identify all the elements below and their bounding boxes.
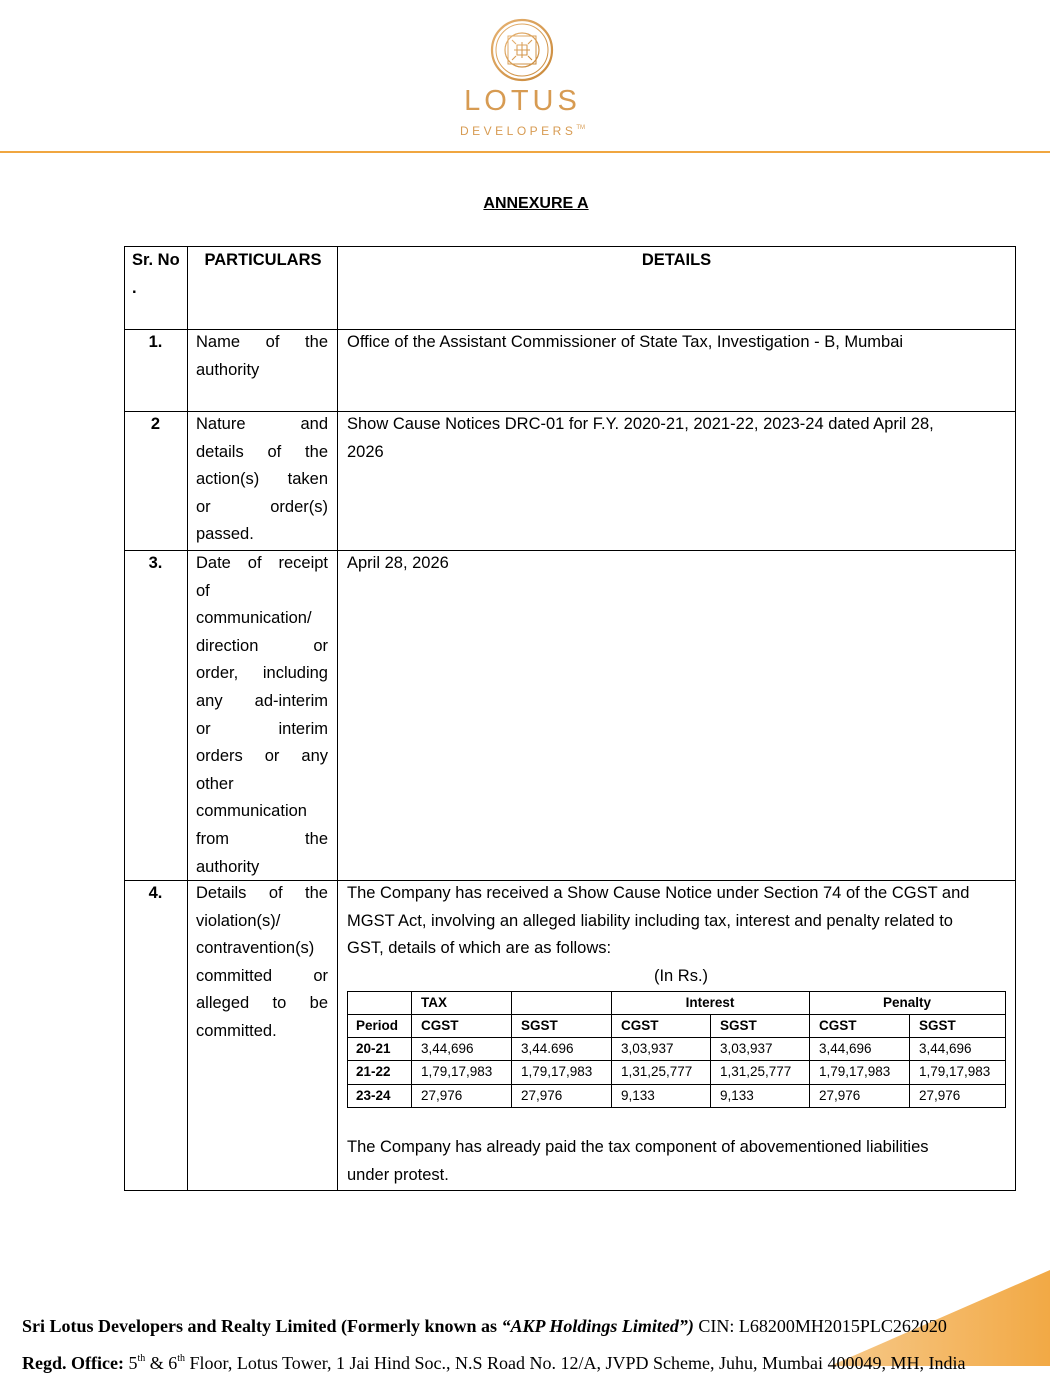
particulars-line: Details of the [196,884,328,902]
amount-cell: 3,44,696 [919,1041,972,1056]
amount-cell: 1,31,25,777 [621,1064,693,1079]
particulars-line: of [196,581,210,600]
amount-cell: 1,79,17,983 [819,1064,891,1079]
period-cell: 20-21 [356,1041,391,1056]
footer-sup-a: th [137,1353,146,1364]
amount-cell: 9,133 [621,1088,655,1103]
details-line: 2026 [347,442,384,461]
row-4-details-intro [347,880,1015,963]
particulars-line: communication/ [196,609,312,628]
particulars-line: committed or [196,966,328,985]
row-3-details: April 28, 2026 [347,554,449,572]
particulars-line: Nature and [196,415,328,433]
footer-address-line [22,1353,966,1374]
particulars-line: details of the [196,442,328,461]
column-header-cgst: CGST [421,1018,459,1033]
column-header-cgst: CGST [621,1018,659,1033]
header-sr-no [132,247,180,302]
tax-table-rule [1005,991,1006,1014]
row-4-sr-no: 4. [148,884,163,902]
amount-cell: 3,44,696 [819,1041,872,1056]
amount-cell: 3,03,937 [621,1041,674,1056]
row-2-particulars [196,411,328,549]
amount-cell: 27,976 [819,1088,861,1103]
particulars-line: Date of receipt [196,554,328,572]
details-line: The Company has already paid the tax component of abovementioned liabilities [347,1138,929,1156]
column-header-sgst: SGST [521,1018,558,1033]
row-1-particulars [196,329,328,384]
tax-table-rule [511,991,512,1014]
group-header-tax: TAX [421,995,447,1010]
particulars-line: communication [196,802,307,821]
footer-address: Floor, Lotus Tower, 1 Jai Hind Soc., N.S Road No. 12/A, JVPD Scheme, Juhu, Mumbai 400049, MH, India [185,1353,966,1373]
details-line: under protest. [347,1165,449,1184]
unit-note: (In Rs.) [653,967,709,985]
lotus-logo-icon [490,18,554,82]
particulars-line: direction or [196,636,328,655]
particulars-line: authority [196,360,260,379]
trademark-mark: TM [576,125,586,131]
brand-subtitle-text: DEVELOPERS [459,124,577,138]
group-header-penalty: Penalty [882,995,932,1010]
header-sr-no-text: Sr. No [132,251,180,269]
header-particulars: PARTICULARS [204,251,322,269]
row-3-sr-no: 3. [148,554,163,572]
row-3-particulars [196,550,328,881]
table-border-bottom [124,1190,1016,1191]
particulars-line: committed. [196,1021,277,1040]
column-divider-1 [187,246,188,1191]
footer-floor-a: 5 [123,1353,138,1373]
details-line: GST, details of which are as follows: [347,939,612,958]
particulars-line: order, including [196,664,328,683]
header-divider [0,151,1050,153]
row-1-sr-no: 1. [148,333,163,351]
tax-table-rule [1005,1014,1006,1108]
header-sr-no-dot: . [132,278,137,297]
footer-former-name: “AKP Holdings Limited”) [501,1316,694,1336]
amount-cell: 3,03,937 [720,1041,773,1056]
annexure-table [124,246,1016,1191]
particulars-line: action(s) taken [196,470,328,489]
period-cell: 23-24 [356,1088,391,1103]
particulars-line: Name of the [196,333,328,351]
amount-cell: 1,79,17,983 [421,1064,493,1079]
column-header-cgst: CGST [819,1018,857,1033]
amount-cell: 9,133 [720,1088,754,1103]
footer-cin: CIN: L68200MH2015PLC262020 [693,1316,947,1336]
particulars-line: orders or any [196,747,328,766]
group-header-interest: Interest [685,995,735,1010]
particulars-line: authority [196,857,260,876]
column-divider-2 [337,246,338,1191]
particulars-line: violation(s)/ [196,911,281,930]
table-border-right [1015,246,1016,1191]
row-2-sr-no: 2 [150,415,161,433]
particulars-line: contravention(s) [196,939,315,958]
row-4-details-outro [347,1134,1015,1189]
brand-name: LOTUS [464,85,581,117]
footer-company-name: Sri Lotus Developers and Realty Limited (Formerly known as [22,1316,502,1336]
particulars-line: from the [196,829,328,848]
amount-cell: 1,79,17,983 [521,1064,593,1079]
row-1-details: Office of the Assistant Commissioner of State Tax, Investigation - B, Mumbai [347,333,904,351]
particulars-line: passed. [196,525,254,544]
footer-sup-b: th [177,1353,186,1364]
header-details: DETAILS [641,251,712,269]
footer-floor-b: & 6 [145,1353,178,1373]
column-header-sgst: SGST [720,1018,757,1033]
tax-table-rule [347,1107,1006,1108]
row-2-details [347,411,1015,466]
details-line: The Company has received a Show Cause Notice under Section 74 of the CGST and [347,884,970,902]
table-border-left [124,246,125,1191]
amount-cell: 27,976 [521,1088,563,1103]
particulars-line: other [196,774,234,793]
tax-table-rule [347,991,348,1014]
particulars-line: or interim [196,719,328,738]
particulars-line: or order(s) [196,497,328,516]
document-title: ANNEXURE A [483,195,589,212]
amount-cell: 27,976 [919,1088,961,1103]
period-cell: 21-22 [356,1064,391,1079]
particulars-line: alleged to be [196,994,328,1013]
details-line: MGST Act, involving an alleged liability including tax, interest and penalty related to [347,911,953,930]
column-header-sgst: SGST [919,1018,956,1033]
footer-regd-label: Regd. Office: [22,1353,124,1373]
amount-cell: 1,79,17,983 [919,1064,991,1079]
footer-company-line [22,1316,947,1337]
particulars-line: any ad-interim [196,691,328,710]
amount-cell: 1,31,25,777 [720,1064,792,1079]
details-line: Show Cause Notices DRC-01 for F.Y. 2020-21, 2021-22, 2023-24 dated April 28, [347,415,934,433]
column-header-period: Period [356,1018,399,1033]
amount-cell: 3,44,696 [421,1041,474,1056]
amount-cell: 27,976 [421,1088,463,1103]
amount-cell: 3,44.696 [521,1041,574,1056]
row-4-particulars [196,880,328,1046]
tax-liability-table [347,991,1006,1108]
brand-subtitle [400,124,645,138]
